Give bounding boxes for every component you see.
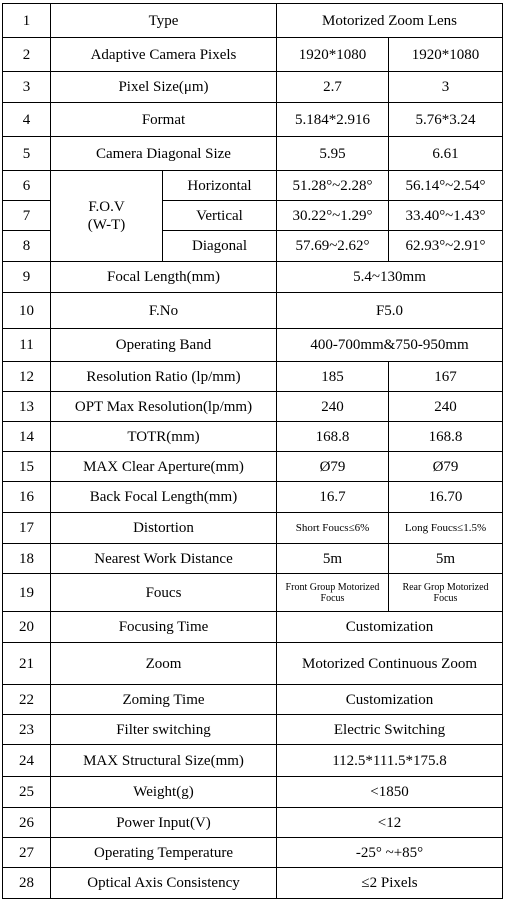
parameter-label: Operating Band	[51, 329, 277, 362]
lens-spec-table	[2, 3, 503, 899]
table-row	[3, 137, 503, 171]
value-camera-2: 168.8	[389, 422, 503, 452]
parameter-label: Format	[51, 103, 277, 137]
value-camera-1: 51.28°~2.28°	[277, 171, 389, 201]
table-row	[3, 808, 503, 838]
table-row	[3, 293, 503, 329]
value-camera-1: 57.69~2.62°	[277, 231, 389, 262]
table-row	[3, 745, 503, 777]
row-number: 18	[3, 544, 51, 574]
parameter-value: Motorized Continuous Zoom	[277, 643, 503, 685]
row-number: 8	[3, 231, 51, 262]
parameter-label: Diagonal	[163, 231, 277, 262]
row-number: 13	[3, 392, 51, 422]
value-camera-1: Front Group Motorized Focus	[277, 574, 389, 612]
parameter-value: 400-700mm&750-950mm	[277, 329, 503, 362]
row-number: 24	[3, 745, 51, 777]
parameter-label: Focusing Time	[51, 612, 277, 643]
value-camera-1: 5.95	[277, 137, 389, 171]
parameter-label: Filter switching	[51, 715, 277, 745]
row-number: 2	[3, 38, 51, 72]
value-camera-2: 1920*1080	[389, 38, 503, 72]
parameter-value: <1850	[277, 777, 503, 808]
value-camera-1: 240	[277, 392, 389, 422]
value-camera-2: 240	[389, 392, 503, 422]
value-camera-2: 6.61	[389, 137, 503, 171]
value-camera-1: 185	[277, 362, 389, 392]
parameter-value: Motorized Zoom Lens	[277, 4, 503, 38]
row-number: 19	[3, 574, 51, 612]
value-camera-2: 56.14°~2.54°	[389, 171, 503, 201]
parameter-label: Focal Length(mm)	[51, 262, 277, 293]
row-number: 27	[3, 838, 51, 868]
parameter-label: Pixel Size(μm)	[51, 72, 277, 103]
table-row	[3, 482, 503, 513]
fov-title: F.O.V	[88, 199, 125, 215]
table-row	[3, 868, 503, 899]
parameter-label: F.No	[51, 293, 277, 329]
table-row	[3, 452, 503, 482]
row-number: 12	[3, 362, 51, 392]
parameter-label: MAX Structural Size(mm)	[51, 745, 277, 777]
value-camera-2: 167	[389, 362, 503, 392]
table-row	[3, 171, 503, 201]
parameter-label: Horizontal	[163, 171, 277, 201]
parameter-value: ≤2 Pixels	[277, 868, 503, 899]
parameter-label: Back Focal Length(mm)	[51, 482, 277, 513]
table-row	[3, 72, 503, 103]
table-row	[3, 777, 503, 808]
row-number: 1	[3, 4, 51, 38]
row-number: 5	[3, 137, 51, 171]
row-number: 28	[3, 868, 51, 899]
parameter-value: -25° ~+85°	[277, 838, 503, 868]
value-camera-2: 5m	[389, 544, 503, 574]
parameter-label: Optical Axis Consistency	[51, 868, 277, 899]
table-row	[3, 422, 503, 452]
value-camera-1: 1920*1080	[277, 38, 389, 72]
fov-subtitle: (W-T)	[87, 217, 126, 233]
table-row	[3, 838, 503, 868]
value-camera-2: 33.40°~1.43°	[389, 201, 503, 231]
parameter-value: 5.4~130mm	[277, 262, 503, 293]
table-row	[3, 103, 503, 137]
parameter-label: MAX Clear Aperture(mm)	[51, 452, 277, 482]
row-number: 9	[3, 262, 51, 293]
parameter-label: Weight(g)	[51, 777, 277, 808]
value-camera-1: 5m	[277, 544, 389, 574]
parameter-label: Camera Diagonal Size	[51, 137, 277, 171]
row-number: 16	[3, 482, 51, 513]
value-camera-2: 5.76*3.24	[389, 103, 503, 137]
row-number: 10	[3, 293, 51, 329]
parameter-value: Customization	[277, 685, 503, 715]
row-number: 17	[3, 513, 51, 544]
row-number: 26	[3, 808, 51, 838]
value-camera-2: Ø79	[389, 452, 503, 482]
parameter-value: Customization	[277, 612, 503, 643]
value-camera-1: Short Foucs≤6%	[277, 513, 389, 544]
row-number: 21	[3, 643, 51, 685]
value-camera-2: 16.70	[389, 482, 503, 513]
parameter-label: Operating Temperature	[51, 838, 277, 868]
parameter-label: Adaptive Camera Pixels	[51, 38, 277, 72]
value-camera-1: 168.8	[277, 422, 389, 452]
parameter-value: F5.0	[277, 293, 503, 329]
table-row	[3, 574, 503, 612]
table-row	[3, 362, 503, 392]
row-number: 20	[3, 612, 51, 643]
value-camera-2: 62.93°~2.91°	[389, 231, 503, 262]
parameter-label: Power Input(V)	[51, 808, 277, 838]
parameter-label: Foucs	[51, 574, 277, 612]
value-camera-2: Long Foucs≤1.5%	[389, 513, 503, 544]
row-number: 11	[3, 329, 51, 362]
parameter-label: Nearest Work Distance	[51, 544, 277, 574]
table-row	[3, 4, 503, 38]
row-number: 14	[3, 422, 51, 452]
parameter-label: Type	[51, 4, 277, 38]
value-camera-2: 3	[389, 72, 503, 103]
table-row	[3, 643, 503, 685]
parameter-label: Resolution Ratio (lp/mm)	[51, 362, 277, 392]
table-row	[3, 392, 503, 422]
parameter-value: 112.5*111.5*175.8	[277, 745, 503, 777]
row-number: 22	[3, 685, 51, 715]
row-number: 3	[3, 72, 51, 103]
parameter-value: <12	[277, 808, 503, 838]
row-number: 4	[3, 103, 51, 137]
parameter-label: Zoom	[51, 643, 277, 685]
table-row	[3, 513, 503, 544]
table-row	[3, 38, 503, 72]
table-row	[3, 329, 503, 362]
row-number: 15	[3, 452, 51, 482]
table-row	[3, 715, 503, 745]
value-camera-1: 30.22°~1.29°	[277, 201, 389, 231]
table-row	[3, 544, 503, 574]
table-row	[3, 685, 503, 715]
row-number: 7	[3, 201, 51, 231]
parameter-label: Vertical	[163, 201, 277, 231]
table-row	[3, 262, 503, 293]
fov-group-label	[51, 171, 163, 262]
value-camera-1: 16.7	[277, 482, 389, 513]
row-number: 23	[3, 715, 51, 745]
table-row	[3, 612, 503, 643]
value-camera-1: Ø79	[277, 452, 389, 482]
parameter-label: OPT Max Resolution(lp/mm)	[51, 392, 277, 422]
parameter-label: Distortion	[51, 513, 277, 544]
row-number: 6	[3, 171, 51, 201]
value-camera-2: Rear Grop Motorized Focus	[389, 574, 503, 612]
row-number: 25	[3, 777, 51, 808]
parameter-label: Zoming Time	[51, 685, 277, 715]
value-camera-1: 2.7	[277, 72, 389, 103]
parameter-value: Electric Switching	[277, 715, 503, 745]
parameter-label: TOTR(mm)	[51, 422, 277, 452]
value-camera-1: 5.184*2.916	[277, 103, 389, 137]
